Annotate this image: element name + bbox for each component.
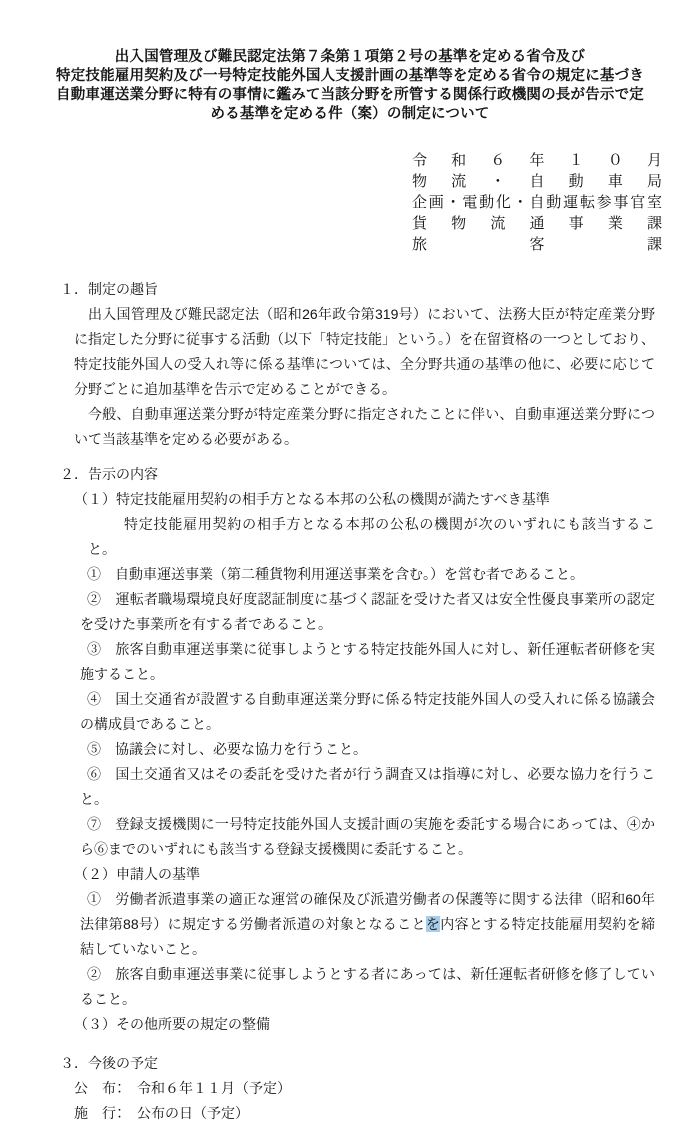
section-1-heading: １．制定の趣旨 <box>60 281 158 297</box>
issue-date: 令和６年１０月 <box>412 152 662 169</box>
subsection-1-intro: 特定技能雇用契約の相手方となる本邦の公私の機関が次のいずれにも該当すること。 <box>88 516 655 557</box>
section-notification-content <box>60 462 655 1037</box>
title-line-4: める基準を定める件（案）の制定について <box>210 106 490 122</box>
section-3-heading: ３．今後の予定 <box>60 1055 158 1071</box>
document-title <box>40 48 660 124</box>
selection-highlight: を <box>425 916 441 932</box>
promulgation-date-line: 公 布： 令和６年１１月（予定） <box>74 1080 291 1096</box>
applicant-criteria-item-1 <box>80 887 655 962</box>
org-criteria-item-5: ⑤ 協議会に対し、必要な協力を行うこと。 <box>87 741 367 757</box>
section-schedule <box>60 1051 655 1126</box>
subsection-2-heading: （２）申請人の基準 <box>74 866 200 882</box>
org-criteria-item-2: ② 運転者職場環境良好度認証制度に基づく認証を受けた者又は安全性優良事業所の認定を受けた事業所を有する者であること。 <box>80 591 655 632</box>
title-line-2: 特定技能雇用契約及び一号特定技能外国人支援計画の基準等を定める省令の規定に基づき <box>56 68 644 84</box>
document-body <box>60 277 655 1126</box>
title-line-1: 出入国管理及び難民認定法第７条第１項第２号の基準を定める省令及び <box>114 49 586 65</box>
applicant-item-1-text-post: 内容とする特定技能雇用契約を締結していないこと。 <box>80 916 656 957</box>
org-criteria-item-1: ① 自動車運送事業（第二種貨物利用運送事業を含む。）を営む者であること。 <box>87 566 584 582</box>
subsection-1-heading: （１）特定技能雇用契約の相手方となる本邦の公私の機関が満たすべき基準 <box>74 491 550 507</box>
section-2-heading: ２．告示の内容 <box>60 466 158 482</box>
section-1-paragraph-2: 今般、自動車運送業分野が特定産業分野に指定されたことに伴い、自動車運送業分野について当該基準を定める必要がある。 <box>74 406 655 447</box>
section-purpose <box>60 277 655 452</box>
issuer-division-freight: 貨物流通事業課 <box>412 215 662 232</box>
org-criteria-item-4: ④ 国土交通省が設置する自動車運送業分野に係る特定技能外国人の受入れに係る協議会の構成員であること。 <box>80 691 655 732</box>
org-criteria-item-7: ⑦ 登録支援機関に一号特定技能外国人支援計画の実施を委託する場合にあっては、④から⑥までのいずれにも該当する登録支援機関に委託すること。 <box>80 816 655 857</box>
issuer-office: 企画・電動化・自動運転参事官室 <box>412 194 662 211</box>
org-criteria-item-6: ⑥ 国土交通省又はその委託を受けた者が行う調査又は指導に対し、必要な協力を行うこと。 <box>80 766 655 807</box>
applicant-criteria-item-2: ② 旅客自動車運送事業に従事しようとする者にあっては、新任運転者研修を修了していること。 <box>80 966 655 1007</box>
title-line-3: 自動車運送業分野に特有の事情に鑑みて当該分野を所管する関係行政機関の長が告示で定 <box>56 87 644 103</box>
subsection-3-heading: （３）その他所要の規定の整備 <box>74 1016 270 1032</box>
section-1-paragraph-1: 出入国管理及び難民認定法（昭和26年政令第319号）において、法務大臣が特定産業分野に指定した分野に従事する活動（以下「特定技能」という。）を在留資格の一つとしており、特定技能外国人の受入れ等に係る基準については、全分野共通の基準の他に、必要に応じて分野ごとに追加基準を告示で定めることができる。 <box>74 306 655 397</box>
enforcement-date-line: 施 行： 公布の日（予定） <box>74 1105 249 1121</box>
issuer-division-passenger: 旅客課 <box>412 236 662 253</box>
issuer-block <box>412 150 662 255</box>
org-criteria-item-3: ③ 旅客自動車運送事業に従事しようとする特定技能外国人に対し、新任運転者研修を実施すること。 <box>80 641 655 682</box>
applicant-item-1-text-pre: ① 労働者派遣事業の適正な運営の確保及び派遣労働者の保護等に関する法律（昭和60年法律第88号）に規定する労働者派遣の対象となること <box>80 891 655 932</box>
issuer-bureau: 物流・自動車局 <box>412 173 662 190</box>
